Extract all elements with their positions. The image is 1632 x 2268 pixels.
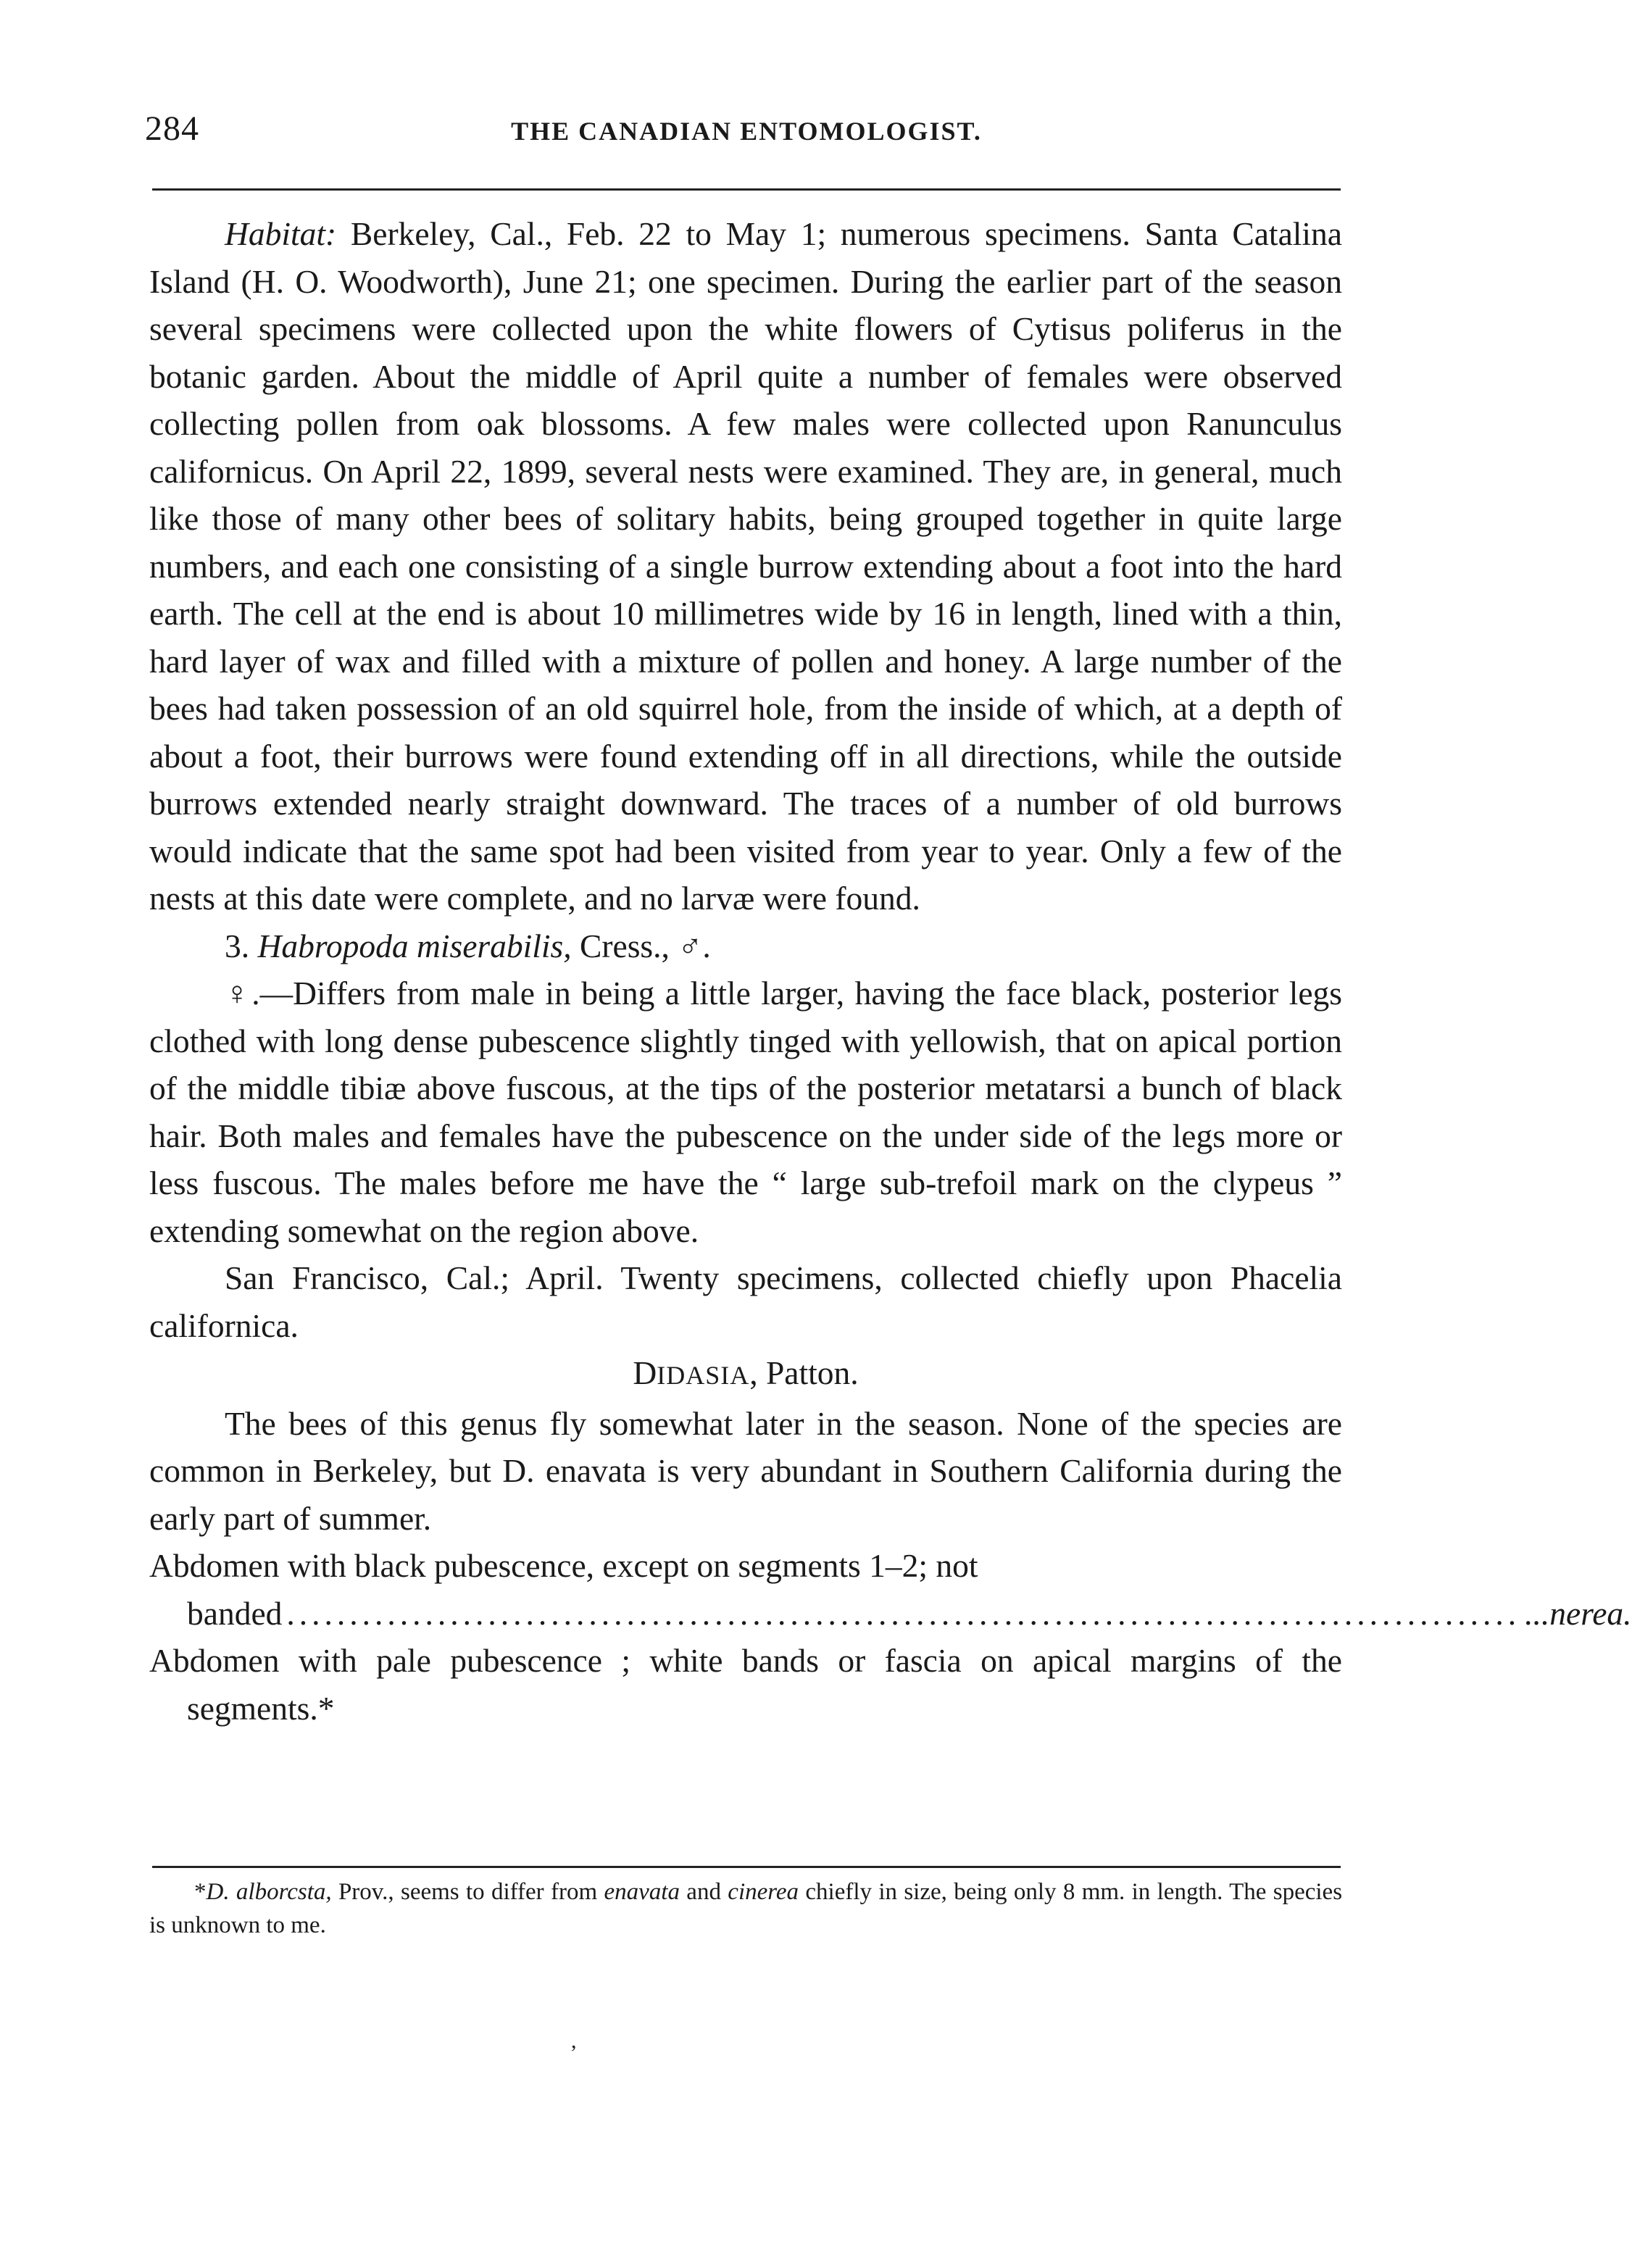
genus-initial: D [633,1354,657,1391]
habitat-paragraph [149,210,1342,922]
key-line-1: Abdomen with black pubescence, except on segments 1–2; not [149,1547,978,1584]
leader-dots: .................................................................................................. [286,1594,1521,1632]
key-banded: banded [187,1594,283,1632]
locality-paragraph: San Francisco, Cal.; April. Twenty specimens, collected chiefly upon Phacelia californica. [149,1259,1342,1344]
footnote-text-2: and [686,1879,721,1905]
habitat-text: Berkeley, Cal., Feb. 22 to May 1; numerous specimens. Santa Catalina Island (H. O. Woodworth), June 21; one specimen. During the earlier part of the season several specimens were collected upon the white flowers of Cytisus poliferus in the botanic garden. About the middle of April quite a number of females were observed collecting pollen from oak blossoms. A few males were collected upon Ranunculus californicus. On April 22, 1899, several nests were examined. They are, in general, much like those of many other bees of solitary habits, being grouped together in quite large numbers, and each one consisting of a single burrow extending about a foot into the hard earth. The cell at the end is about 10 millimetres wide by 16 in length, lined with a thin, hard layer of wax and filled with a mixture of pollen and honey. A large number of the bees had taken possession of an old squirrel hole, from the inside of which, at a depth of about a foot, their burrows were found extending off in all directions, while the outside burrows extended nearly straight downward. The traces of a number of old burrows would indicate that the same spot had been visited from year to year. Only a few of the nests at this date were complete, and no larvæ were found. [149,215,1343,917]
species-name: Habropoda miserabilis, [257,927,572,964]
footnote-rule [152,1866,1341,1868]
footnote-marker: * [194,1879,207,1905]
header-rule [152,188,1341,191]
female-text: —Differs from male in being a little larger, having the face black, posterior legs clothed with long dense pubescence slightly tinged with yellowish, that on apical portion of the middle tibiæ above fuscous, at the tips of the posterior metatarsi a bunch of black hair. Both males and females have the pubescence on the under side of the legs more or less fuscous. The males before me have the “ large sub-trefoil mark on the clypeus ” extending somewhat on the region above. [149,975,1342,1249]
species-heading [149,922,1342,970]
genus-author: , Patton. [749,1354,859,1391]
species-author: Cress., [580,927,670,964]
key-line-1-continuation [149,1590,1632,1638]
species-sex: ♂. [678,927,711,964]
running-head: THE CANADIAN ENTOMOLOGIST. [511,117,982,146]
page-number: 284 [145,109,199,148]
key-line-2: Abdomen with pale pubescence ; white bands or fascia on apical margins of the segments.* [149,1642,1342,1727]
page-header [145,109,1348,159]
habitat-label: Habitat: [225,215,337,252]
print-speck: , [571,2029,577,2053]
footnote-name: D. alborcsta, [206,1879,332,1905]
genus-paragraph: The bees of this genus fly somewhat later in the season. None of the species are common in Berkeley, but D. enavata is very abundant in Southern California during the early part of summer. [149,1404,1342,1537]
body-text [149,210,1632,1732]
female-description [149,970,1342,1254]
species-number: 3. [225,927,250,964]
female-sex: ♀. [225,975,260,1012]
genus-rest: IDASIA [657,1361,750,1390]
footnote-text-3: chiefly in size, being only 8 mm. in length. The species is unknown to me. [149,1879,1343,1938]
genus-heading [149,1349,1342,1400]
footnote-name-3: cinerea [728,1879,799,1905]
footnote-text-1: Prov., seems to differ from [338,1879,598,1905]
key-result: ...nerea. [1525,1594,1632,1632]
footnote [149,1875,1342,1942]
footnote-name-2: enavata [604,1879,680,1905]
